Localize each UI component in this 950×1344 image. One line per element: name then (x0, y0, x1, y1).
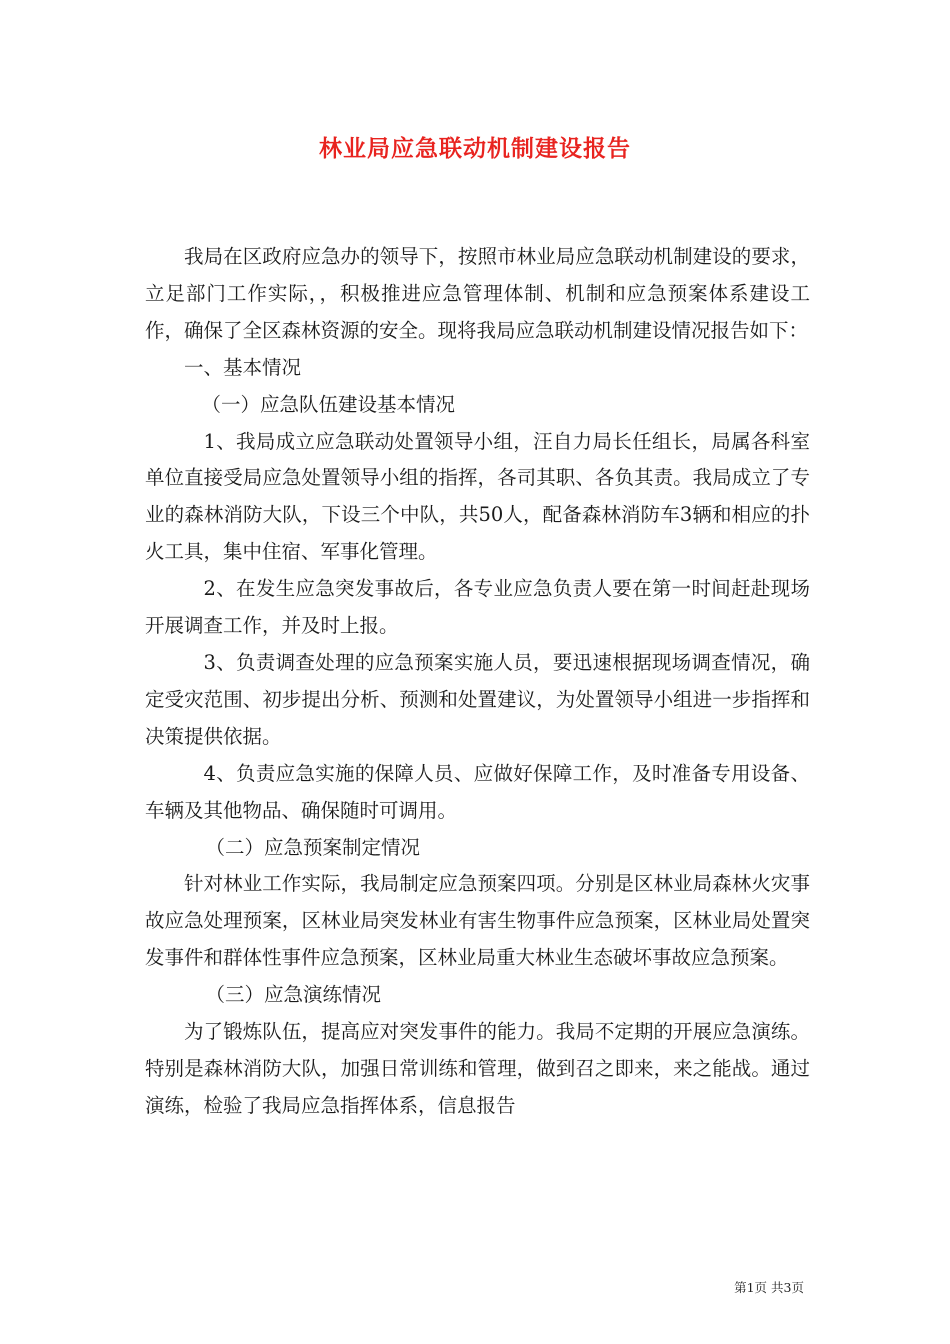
section-heading-basic: 一、基本情况 (184, 355, 302, 379)
document-body (145, 239, 810, 1125)
paragraph-item-1: 1、我局成立应急联动处置领导小组，汪自力局长任组长，局属各科室单位直接受局应急处置领导小组的指挥，各司其职、各负其责。我局成立了专业的森林消防大队，下设三个中队，共50人，配备森林消防车3辆和相应的扑火工具，集中住宿、军事化管理。 (145, 429, 810, 564)
page-indicator: 第1页 共3页 (734, 1280, 804, 1295)
paragraph-item-2: 2、在发生应急突发事故后，各专业应急负责人要在第一时间赶赴现场开展调查工作，并及时上报。 (145, 577, 810, 638)
subsection-heading-drills: （三）应急演练情况 (205, 983, 381, 1007)
paragraph-drills: 为了锻炼队伍，提高应对突发事件的能力。我局不定期的开展应急演练。特别是森林消防大队，加强日常训练和管理，做到召之即来，来之能战。通过演练，检验了我局应急指挥体系，信息报告 (145, 1020, 810, 1117)
subsection-heading-plans: （二）应急预案制定情况 (205, 835, 420, 859)
paragraph-intro: 我局在区政府应急办的领导下，按照市林业局应急联动机制建设的要求，立足部门工作实际，，积极推进应急管理体制、机制和应急预案体系建设工作，确保了全区森林资源的安全。现将我局应急联动机制建设情况报告如下： (145, 245, 810, 342)
paragraph-item-3: 3、负责调查处理的应急预案实施人员，要迅速根据现场调查情况，确定受灾范围、初步提出分析、预测和处置建议，为处置领导小组进一步指挥和决策提供依据。 (145, 650, 810, 748)
paragraph-item-4: 4、负责应急实施的保障人员、应做好保障工作，及时准备专用设备、车辆及其他物品、确保随时可调用。 (145, 761, 810, 822)
document-title: 林业局应急联动机制建设报告 (319, 135, 631, 162)
subsection-heading-team: （一）应急队伍建设基本情况 (201, 392, 456, 416)
paragraph-plans: 针对林业工作实际，我局制定应急预案四项。分别是区林业局森林火灾事故应急处理预案，区林业局突发林业有害生物事件应急预案，区林业局处置突发事件和群体性事件应急预案，区林业局重大林业生态破坏事故应急预案。 (145, 872, 810, 970)
